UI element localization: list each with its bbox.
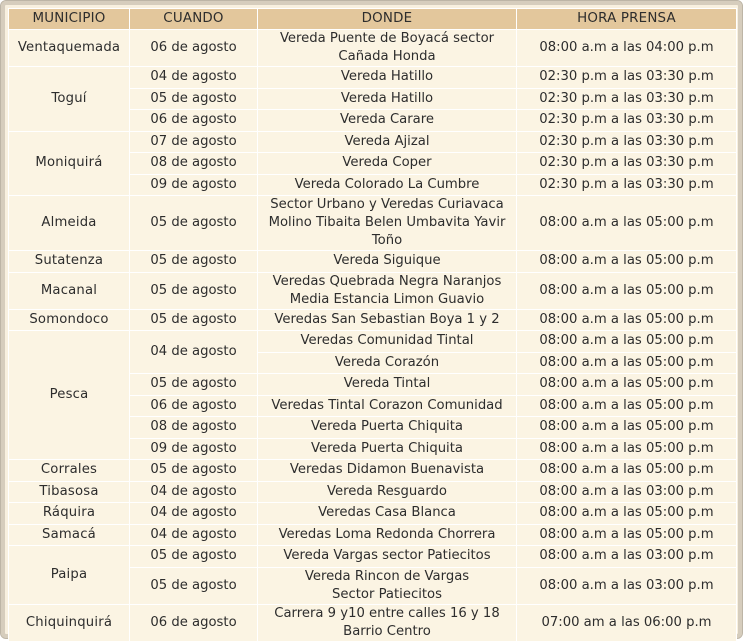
- cell-donde: [258, 417, 517, 439]
- cell-donde: [258, 88, 517, 110]
- table-row: [9, 481, 737, 503]
- cell-hora: 08:00 a.m a las 03:00 p.m: [517, 567, 737, 604]
- cell-cuando: 04 de agosto: [130, 67, 258, 89]
- table-row: [9, 251, 737, 273]
- cell-donde: [258, 438, 517, 460]
- cell-hora: 08:00 a.m a las 03:00 p.m: [517, 481, 737, 503]
- cell-hora: 02:30 p.m a las 03:30 p.m: [517, 67, 737, 89]
- cell-donde: [258, 30, 517, 67]
- cell-municipio: Ventaquemada: [9, 30, 130, 67]
- table-row: [9, 30, 737, 67]
- cell-hora: 02:30 p.m a las 03:30 p.m: [517, 88, 737, 110]
- cell-donde: [258, 374, 517, 396]
- donde-line: Veredas Comunidad Tintal: [300, 333, 474, 349]
- cell-municipio: Corrales: [9, 460, 130, 482]
- cell-cuando: 05 de agosto: [130, 196, 258, 251]
- donde-line: Vereda Resguardo: [327, 483, 447, 499]
- cell-cuando: 06 de agosto: [130, 110, 258, 132]
- donde-line: Veredas Loma Redonda Chorrera: [278, 526, 496, 542]
- cell-municipio: Macanal: [9, 272, 130, 309]
- donde-line: Veredas Tintal Corazon Comunidad: [271, 397, 503, 413]
- donde-line: Barrio Centro: [343, 623, 431, 639]
- cell-cuando: 09 de agosto: [130, 438, 258, 460]
- cell-cuando: 08 de agosto: [130, 417, 258, 439]
- donde-line: Vereda Puerta Chiquita: [311, 419, 463, 435]
- cell-donde: [258, 352, 517, 374]
- cell-hora: 08:00 a.m a las 05:00 p.m: [517, 395, 737, 417]
- donde-line: Vereda Ajizal: [344, 133, 430, 149]
- cell-municipio: Almeida: [9, 196, 130, 251]
- donde-line: Cañada Honda: [338, 49, 436, 64]
- cell-cuando: 05 de agosto: [130, 546, 258, 568]
- table-row: [9, 604, 737, 641]
- donde-line: Veredas Casa Blanca: [318, 505, 456, 521]
- donde-line: Vereda Puerta Chiquita: [311, 440, 463, 456]
- cell-donde: [258, 567, 517, 604]
- donde-line: Vereda Rincon de Vargas: [304, 568, 470, 584]
- donde-line: Veredas San Sebastian Boya 1 y 2: [274, 311, 500, 327]
- cell-hora: 08:00 a.m a las 05:00 p.m: [517, 309, 737, 331]
- cell-hora: 08:00 a.m a las 04:00 p.m: [517, 30, 737, 67]
- cell-cuando: 09 de agosto: [130, 174, 258, 196]
- cell-donde: [258, 524, 517, 546]
- cell-donde: [258, 331, 517, 353]
- cell-hora: 02:30 p.m a las 03:30 p.m: [517, 110, 737, 132]
- cell-municipio: Tibasosa: [9, 481, 130, 503]
- cell-donde: [258, 272, 517, 309]
- cell-municipio: Samacá: [9, 524, 130, 546]
- cell-cuando: 05 de agosto: [130, 567, 258, 604]
- cell-cuando: 04 de agosto: [130, 331, 258, 374]
- cell-donde: [258, 110, 517, 132]
- cell-donde: [258, 481, 517, 503]
- cell-cuando: 05 de agosto: [130, 309, 258, 331]
- cell-hora: 08:00 a.m a las 05:00 p.m: [517, 524, 737, 546]
- cell-donde: [258, 503, 517, 525]
- cell-hora: 08:00 a.m a las 05:00 p.m: [517, 331, 737, 353]
- cell-cuando: 05 de agosto: [130, 272, 258, 309]
- donde-line: Vereda Hatillo: [340, 69, 434, 85]
- cell-municipio: Pesca: [9, 331, 130, 460]
- header-donde: DONDE: [258, 9, 517, 30]
- donde-line: Vereda Vargas sector Patiecitos: [283, 548, 491, 564]
- cell-hora: 07:00 am a las 06:00 p.m: [517, 604, 737, 641]
- header-cuando: CUANDO: [130, 9, 258, 30]
- table-body: [9, 30, 737, 642]
- donde-line: Vereda Corazón: [334, 354, 440, 370]
- table-row: [9, 272, 737, 309]
- cell-hora: 08:00 a.m a las 05:00 p.m: [517, 417, 737, 439]
- donde-line: Vereda Coper: [342, 155, 432, 171]
- cell-cuando: 06 de agosto: [130, 395, 258, 417]
- donde-line: Media Estancia Limon Guavio: [289, 291, 485, 307]
- cell-hora: 02:30 p.m a las 03:30 p.m: [517, 174, 737, 196]
- donde-line: Vereda Puente de Boyacá sector: [279, 31, 495, 46]
- cell-donde: [258, 67, 517, 89]
- cell-cuando: 07 de agosto: [130, 131, 258, 153]
- table-row: [9, 196, 737, 251]
- donde-line: Vereda Siguique: [333, 253, 441, 269]
- donde-line: Sector Patiecitos: [331, 586, 442, 602]
- table-row: [9, 546, 737, 568]
- cell-donde: [258, 309, 517, 331]
- donde-line: Molino Tibaita Belen Umbavita Yavir: [268, 215, 506, 230]
- table-row: [9, 309, 737, 331]
- cell-hora: 08:00 a.m a las 05:00 p.m: [517, 438, 737, 460]
- donde-line: Veredas Quebrada Negra Naranjos: [272, 273, 502, 289]
- cell-cuando: 05 de agosto: [130, 460, 258, 482]
- donde-line: Veredas Didamon Buenavista: [289, 462, 485, 478]
- donde-line: Vereda Colorado La Cumbre: [294, 176, 480, 192]
- table-row: [9, 503, 737, 525]
- cell-cuando: 05 de agosto: [130, 251, 258, 273]
- cell-municipio: Sutatenza: [9, 251, 130, 273]
- cell-donde: [258, 131, 517, 153]
- cell-cuando: 05 de agosto: [130, 88, 258, 110]
- donde-line: Carrera 9 y10 entre calles 16 y 18: [274, 605, 500, 621]
- donde-line: Vereda Tintal: [343, 376, 431, 392]
- cell-hora: 08:00 a.m a las 03:00 p.m: [517, 546, 737, 568]
- cell-donde: [258, 460, 517, 482]
- cell-cuando: 04 de agosto: [130, 524, 258, 546]
- cell-hora: 08:00 a.m a las 05:00 p.m: [517, 272, 737, 309]
- cell-donde: [258, 153, 517, 175]
- cell-donde: [258, 546, 517, 568]
- cell-cuando: 04 de agosto: [130, 481, 258, 503]
- cell-cuando: 06 de agosto: [130, 30, 258, 67]
- cell-donde: [258, 174, 517, 196]
- cell-municipio: Somondoco: [9, 309, 130, 331]
- table-row: [9, 67, 737, 89]
- cell-hora: 08:00 a.m a las 05:00 p.m: [517, 374, 737, 396]
- table-row: [9, 524, 737, 546]
- cell-municipio: Moniquirá: [9, 131, 130, 196]
- cell-municipio: Paipa: [9, 546, 130, 605]
- header-hora: HORA PRENSA: [517, 9, 737, 30]
- table-row: [9, 460, 737, 482]
- donde-line: Vereda Hatillo: [340, 90, 434, 106]
- cell-municipio: Ráquira: [9, 503, 130, 525]
- schedule-table: [8, 8, 737, 642]
- cell-hora: 08:00 a.m a las 05:00 p.m: [517, 352, 737, 374]
- cell-donde: [258, 251, 517, 273]
- cell-hora: 08:00 a.m a las 05:00 p.m: [517, 460, 737, 482]
- cell-hora: 08:00 a.m a las 05:00 p.m: [517, 503, 737, 525]
- cell-hora: 02:30 p.m a las 03:30 p.m: [517, 131, 737, 153]
- donde-line: Vereda Carare: [339, 112, 435, 128]
- cell-donde: [258, 604, 517, 641]
- cell-donde: [258, 395, 517, 417]
- cell-municipio: Toguí: [9, 67, 130, 132]
- cell-hora: 02:30 p.m a las 03:30 p.m: [517, 153, 737, 175]
- donde-line: Toño: [371, 233, 403, 248]
- cell-cuando: 04 de agosto: [130, 503, 258, 525]
- cell-hora: 08:00 a.m a las 05:00 p.m: [517, 251, 737, 273]
- cell-cuando: 06 de agosto: [130, 604, 258, 641]
- table-row: [9, 331, 737, 353]
- cell-municipio: Chiquinquirá: [9, 604, 130, 641]
- cell-hora: 08:00 a.m a las 05:00 p.m: [517, 196, 737, 251]
- cell-donde: [258, 196, 517, 251]
- cell-cuando: 08 de agosto: [130, 153, 258, 175]
- cell-cuando: 05 de agosto: [130, 374, 258, 396]
- table-row: [9, 131, 737, 153]
- donde-line: Sector Urbano y Veredas Curiavaca: [270, 197, 504, 212]
- header-municipio: MUNICIPIO: [9, 9, 130, 30]
- header-row: [9, 9, 737, 30]
